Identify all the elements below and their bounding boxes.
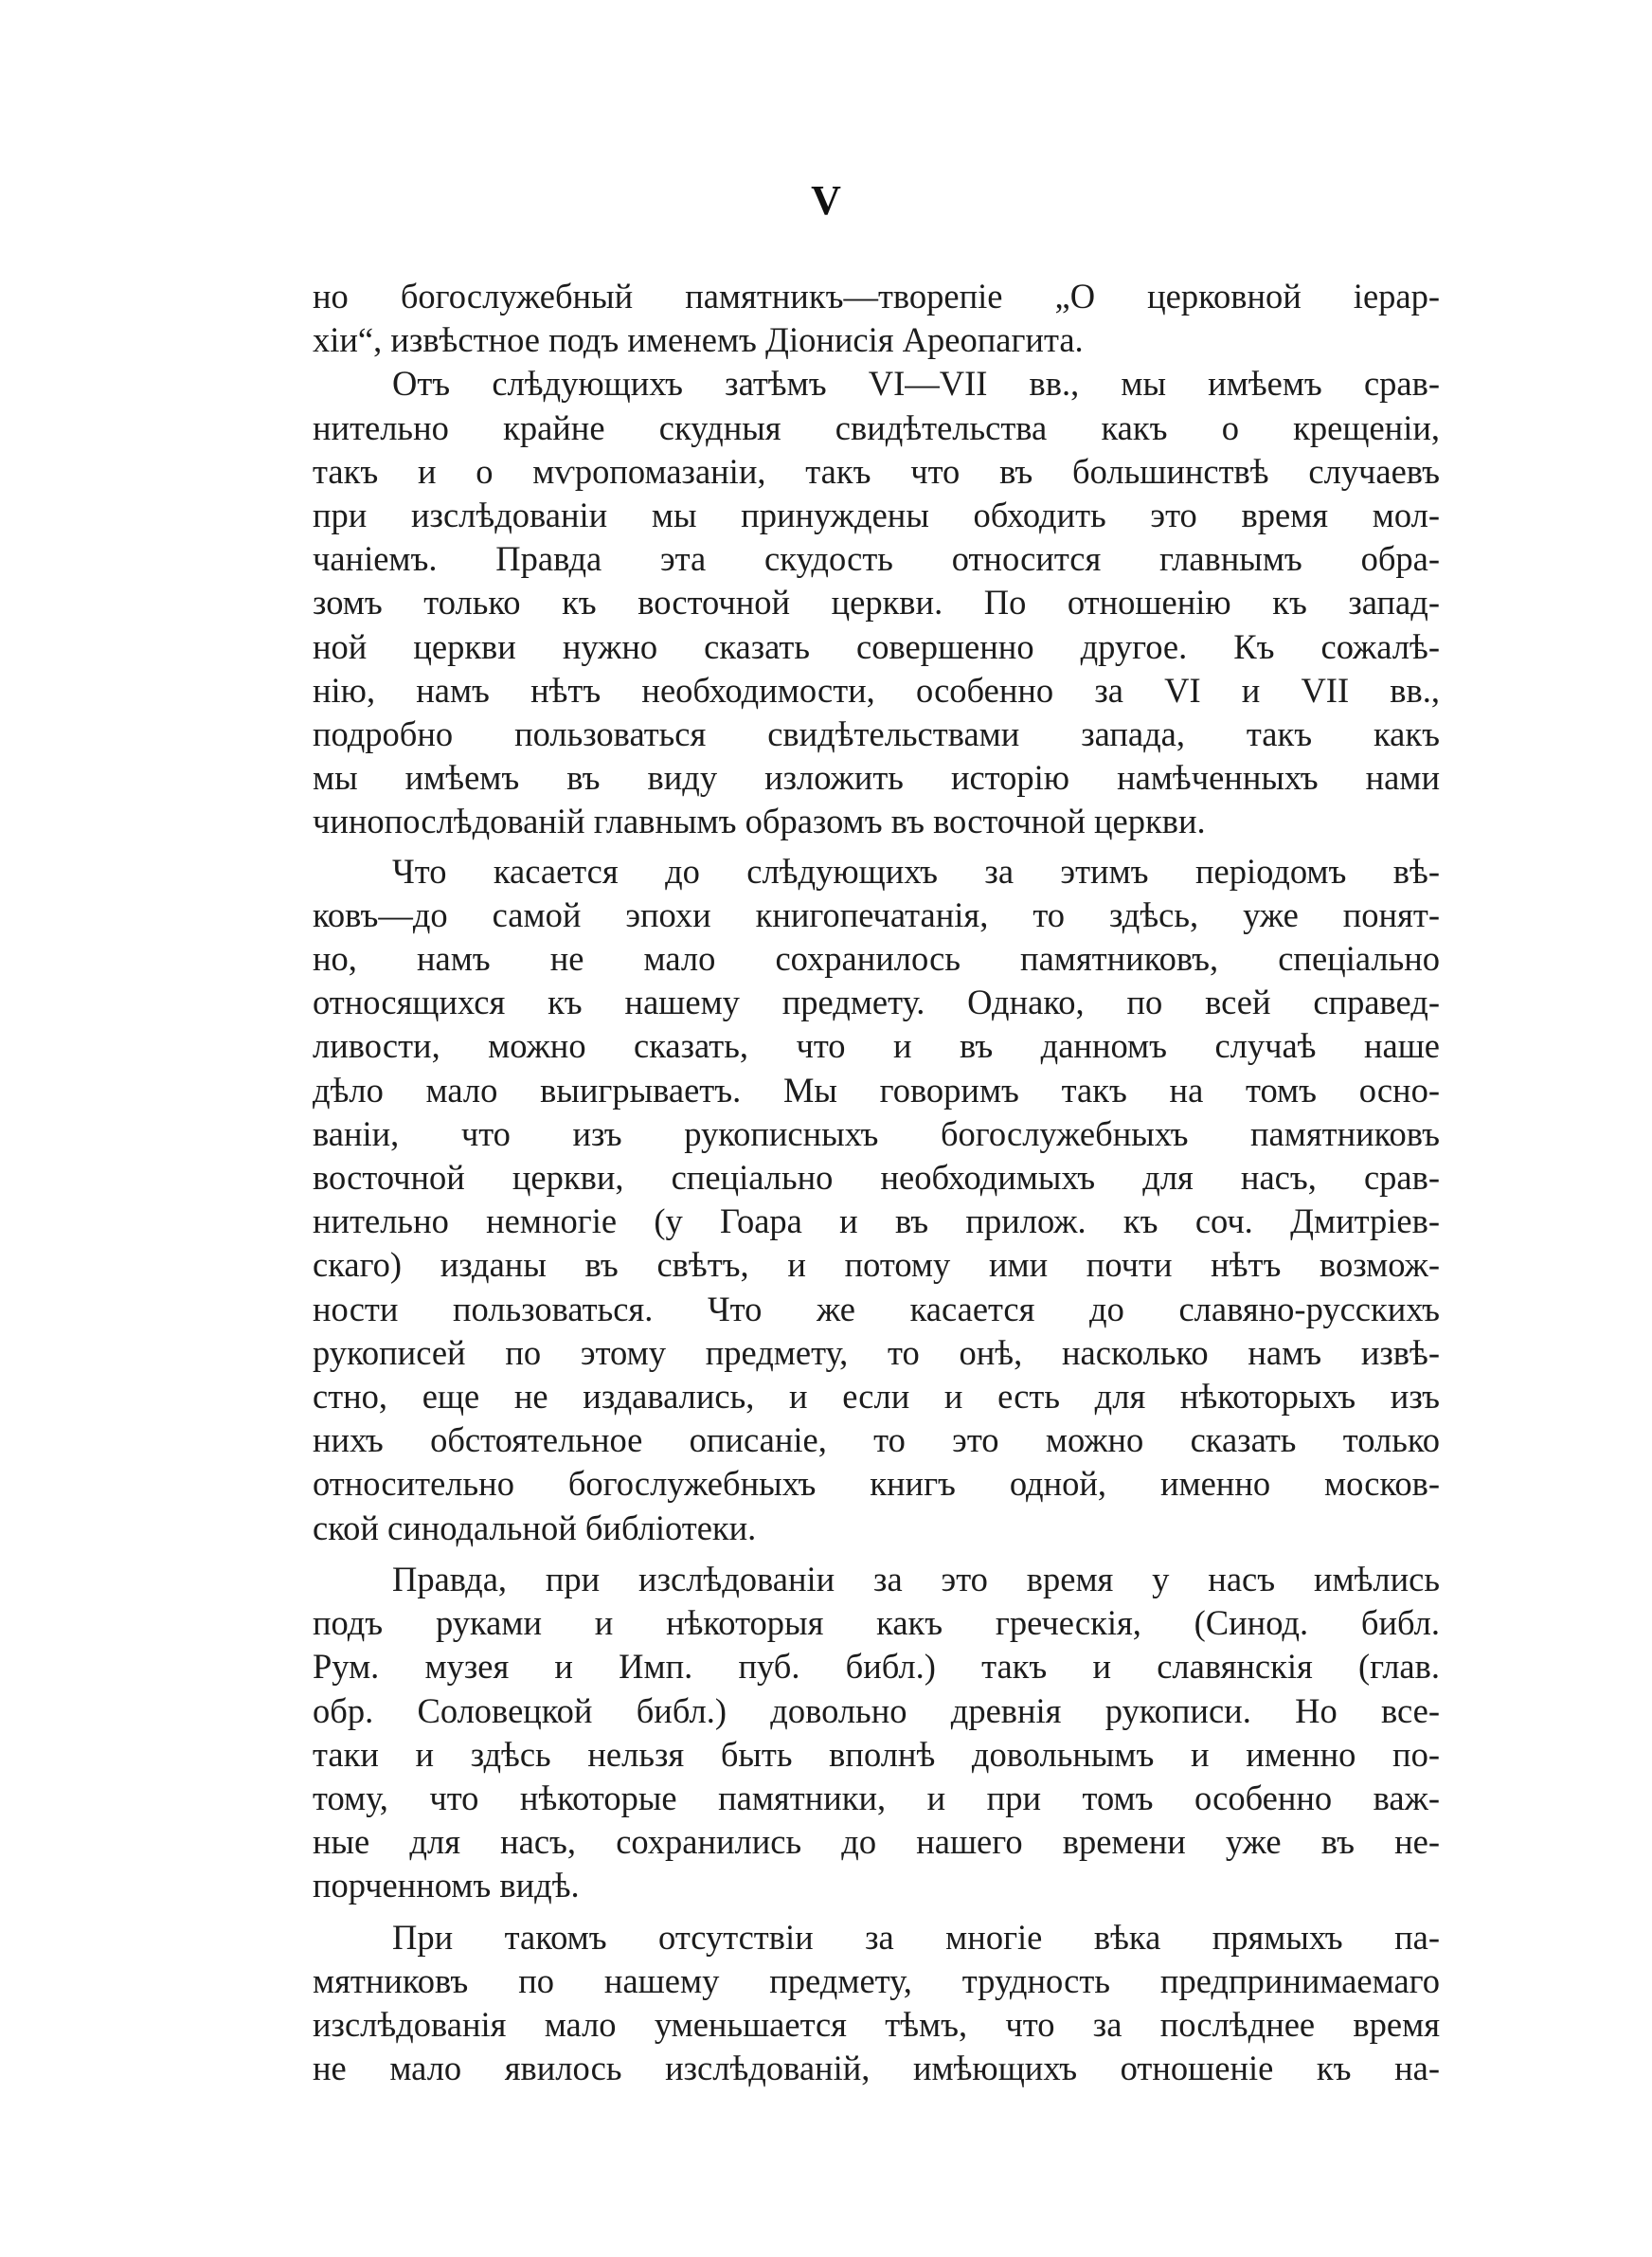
text-line: Отъ слѣдующихъ затѣмъ VI—VII вв., мы имѣемъ срав- (392, 364, 1440, 404)
text-line: такъ и о мѵропомазаніи, такъ что въ большинствѣ случаевъ (313, 451, 1440, 491)
paragraph (313, 1916, 1440, 2091)
text-line: тому, что нѣкоторые памятники, и при томъ особенно важ- (313, 1778, 1440, 1817)
text-line: нихъ обстоятельное описаніе, то это можно сказать только (313, 1420, 1440, 1460)
text-line: обр. Соловецкой библ.) довольно древнія рукописи. Но все- (313, 1690, 1440, 1730)
text-line: подробно пользоваться свидѣтельствами запада, такъ какъ (313, 714, 1440, 754)
text-line: зомъ только къ восточной церкви. По отношенію къ запад- (313, 583, 1440, 623)
paragraph (313, 1558, 1440, 1908)
text-line: не мало явилось изслѣдованій, имѣющихъ отношеніе къ на- (313, 2049, 1440, 2088)
text-line: чаніемъ. Правда эта скудость относится главнымъ обра- (313, 539, 1440, 579)
text-line: подъ руками и нѣкоторыя какъ греческія, (Синод. библ. (313, 1603, 1440, 1643)
text-line: восточной церкви, спеціально необходимыхъ для насъ, срав- (313, 1158, 1440, 1198)
text-line: При такомъ отсутствіи за многіе вѣка прямыхъ па- (392, 1917, 1440, 1957)
text-line: при изслѣдованіи мы принуждены обходить это время мол- (313, 496, 1440, 535)
text-line: изслѣдованія мало уменьшается тѣмъ, что за послѣднее время (313, 2004, 1440, 2044)
text-line: чинопослѣдованій главнымъ образомъ въ восточной церкви. (313, 802, 1206, 841)
text-line: стно, еще не издавались, и если и есть для нѣкоторыхъ изъ (313, 1377, 1440, 1417)
text-line: таки и здѣсь нельзя быть вполнѣ довольнымъ и именно по- (313, 1734, 1440, 1774)
text-line: ливости, можно сказать, что и въ данномъ случаѣ наше (313, 1026, 1440, 1066)
text-line: мы имѣемъ въ виду изложить исторію намѣченныхъ нами (313, 758, 1440, 798)
paragraph (313, 850, 1440, 1550)
text-line: ной церкви нужно сказать совершенно другое. Къ сожалѣ- (313, 626, 1440, 666)
text-line: хіи“, извѣстное подъ именемъ Діонисія Ареопагита. (313, 320, 1084, 360)
text-line: нію, намъ нѣтъ необходимости, особенно за VI и VII вв., (313, 670, 1440, 710)
text-line: скаго) изданы въ свѣтъ, и потому ими почти нѣтъ возмож- (313, 1245, 1440, 1285)
page-text (313, 275, 1440, 2090)
text-line: порченномъ видѣ. (313, 1866, 580, 1905)
text-line: ковъ—до самой эпохи книгопечатанія, то здѣсь, уже понят- (313, 894, 1440, 934)
text-line: ской синодальной библіотеки. (313, 1508, 757, 1547)
text-line: Что касается до слѣдующихъ за этимъ періодомъ вѣ- (392, 851, 1440, 891)
text-line: Рум. музея и Имп. пуб. библ.) такъ и славянскія (глав. (313, 1647, 1440, 1687)
text-line: относительно богослужебныхъ книгъ одной, именно москов- (313, 1464, 1440, 1504)
text-line: но богослужебный памятникъ—творепіе „О церковной іерар- (313, 277, 1440, 316)
page-number: V (811, 177, 841, 224)
text-line: мятниковъ по нашему предмету, трудность предпринимаемаго (313, 1960, 1440, 2000)
text-line: рукописей по этому предмету, то онѣ, насколько намъ извѣ- (313, 1332, 1440, 1372)
text-line: ности пользоваться. Что же касается до славяно-русскихъ (313, 1289, 1440, 1328)
paragraph (313, 362, 1440, 843)
paragraph (313, 275, 1440, 362)
text-line: Правда, при изслѣдованіи за это время у насъ имѣлись (392, 1559, 1440, 1598)
text-line: дѣло мало выигрываетъ. Мы говоримъ такъ на томъ осно- (313, 1070, 1440, 1110)
text-line: нительно немногіе (у Гоара и въ прилож. къ соч. Дмитріев- (313, 1201, 1440, 1241)
text-line: относящихся къ нашему предмету. Однако, по всей справед- (313, 983, 1440, 1022)
text-line: ные для насъ, сохранились до нашего времени уже въ не- (313, 1822, 1440, 1862)
text-line: ваніи, что изъ рукописныхъ богослужебныхъ памятниковъ (313, 1113, 1440, 1153)
text-line: нительно крайне скудныя свидѣтельства какъ о крещеніи, (313, 407, 1440, 447)
text-line: но, намъ не мало сохранилось памятниковъ, спеціально (313, 939, 1440, 979)
